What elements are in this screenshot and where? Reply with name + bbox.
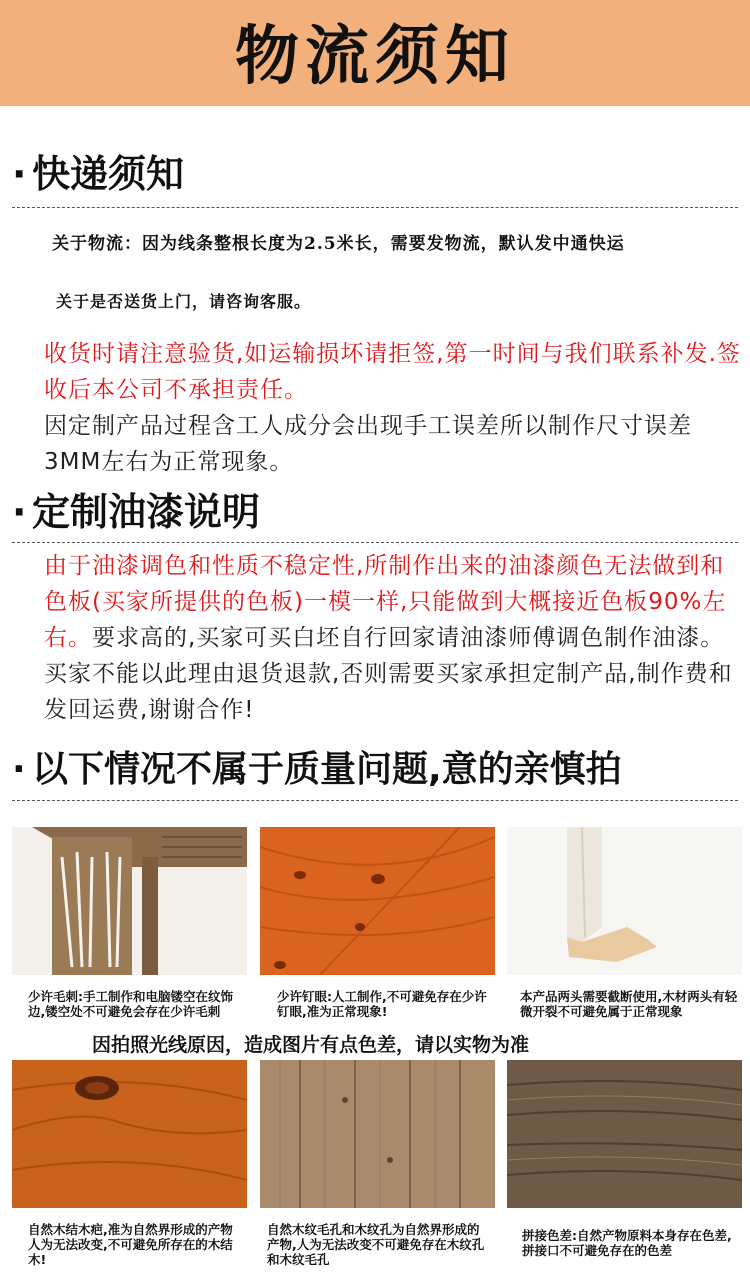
cut-ends-caption: 本产品两头需要截断使用,木材两头有轻微开裂不可避免属于正常现象 <box>520 989 738 1019</box>
wood-grain-pores-photo <box>260 1060 495 1208</box>
color-difference-notice: 因拍照光线原因，造成图片有点色差，请以实物为准 <box>92 1034 530 1056</box>
white-moulding-photo <box>507 827 742 975</box>
nail-eye-caption: 少许钉眼:人工制作,不可避免存在少许钉眼,准为正常现象! <box>277 989 487 1019</box>
divider <box>12 207 738 208</box>
express-heading: · 快递须知 <box>12 152 185 196</box>
quality-heading: · 以下情况不属于质量问题,意的亲慎拍 <box>12 749 622 790</box>
carved-wood-frame-photo <box>12 827 247 975</box>
delivery-info: 关于是否送货上门，请咨询客服。 <box>56 292 312 311</box>
bullet-dot: · <box>12 490 27 534</box>
page-title: 物流须知 <box>235 20 515 94</box>
paint-notice: 由于油漆调色和性质不稳定性,所制作出来的油漆颜色无法做到和色板(买家所提供的色板)一模一样,只能做到大概接近色板90%左右。要求高的,买家可买白坯自行回家请油漆师傅调色制作油漆。买家不能以此理由退货退款,否则需要买家承担定制产品,制作费和发回运费,谢谢合作! <box>44 553 733 723</box>
divider <box>12 800 738 801</box>
tolerance-notice: 因定制产品过程含工人成分会出现手工误差所以制作尺寸误差3MM左右为正常现象。 <box>44 413 692 475</box>
wood-nail-eye-photo <box>260 827 495 975</box>
knot-caption: 自然木结木疤,准为自然界形成的产物人为无法改变,不可避免所存在的木结木! <box>28 1222 233 1267</box>
splice-caption: 拼接色差:自然产物原料本身存在色差,拼接口不可避免存在的色差 <box>522 1228 732 1258</box>
pores-caption: 自然木纹毛孔和木纹孔为自然界形成的产物,人为无法改变不可避免存在木纹孔和木纹毛孔 <box>267 1222 485 1267</box>
bullet-dot: · <box>12 152 27 196</box>
bullet-dot: · <box>12 749 26 790</box>
inspection-notice: 收货时请注意验货,如运输损坏请拒签,第一时间与我们联系补发.签收后本公司不承担责任。 <box>44 341 741 403</box>
wood-knot-photo <box>12 1060 247 1208</box>
paint-heading: · 定制油漆说明 <box>12 490 261 534</box>
splice-color-difference-photo <box>507 1060 742 1208</box>
divider <box>12 542 738 543</box>
burr-caption: 少许毛刺:手工制作和电脑镂空在纹饰边,镂空处不可避免会存在少许毛刺 <box>28 989 233 1019</box>
logistics-info: 关于物流：因为线条整根长度为2.5米长，需要发物流，默认发中通快运 <box>52 234 625 254</box>
